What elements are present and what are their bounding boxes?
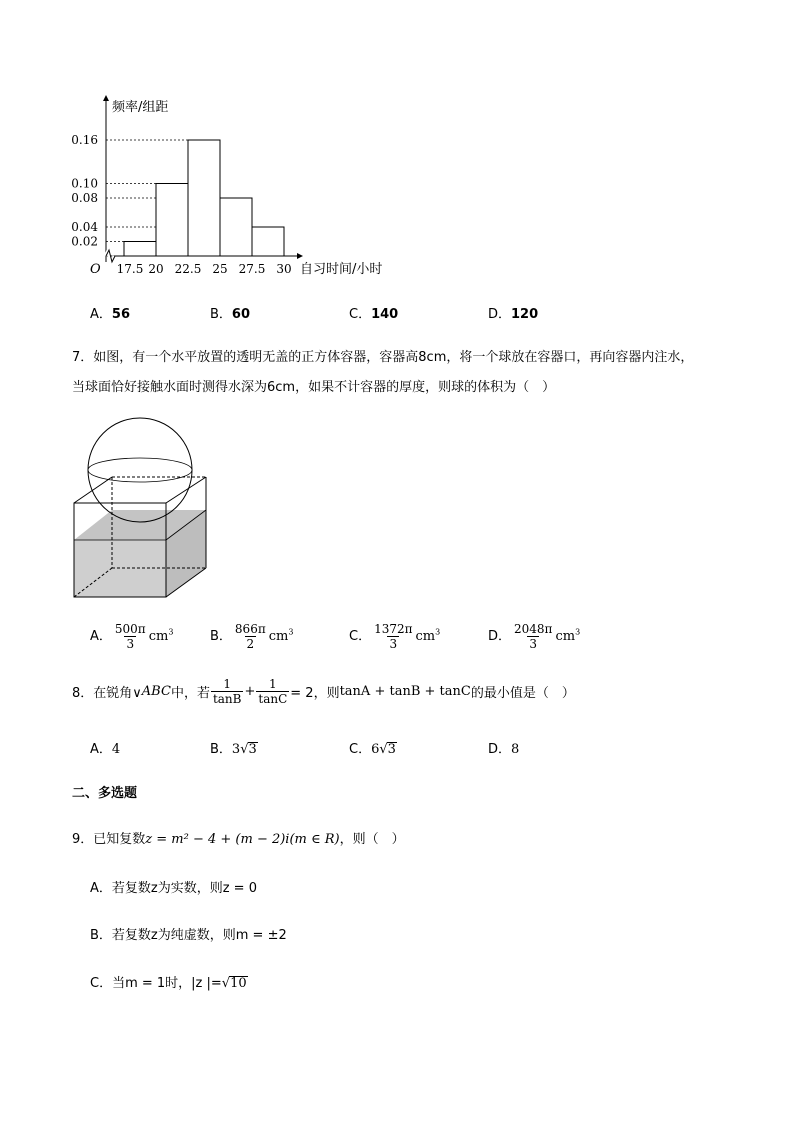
radicand: 3 — [248, 742, 257, 757]
sqrt-sign: √ — [221, 976, 231, 991]
unit-exponent: 3 — [168, 627, 174, 637]
q8-prefix: 8．在锐角∨ — [72, 686, 142, 701]
option-value: 8 — [511, 742, 520, 757]
histogram-bar — [156, 184, 188, 257]
q7-option-d[interactable] — [488, 622, 580, 651]
option-letter: B． — [210, 742, 232, 757]
fraction-1-over-tanC — [256, 677, 289, 706]
fraction — [372, 622, 414, 651]
y-axis-label: 频率/组距 — [112, 100, 169, 115]
q9-option-b[interactable]: B．若复数z为纯虚数，则m = ±2 — [90, 928, 287, 943]
q6-option-d[interactable] — [488, 303, 538, 322]
q6-option-c[interactable] — [349, 303, 398, 322]
numerator: 866π — [234, 622, 266, 636]
denominator: tanC — [258, 692, 288, 706]
option-letter: D． — [488, 742, 512, 757]
plus-sign: + — [244, 684, 256, 699]
q9-prefix: 9．已知复数 — [72, 832, 146, 847]
x-tick-label: 20 — [148, 262, 164, 276]
option-value: 4 — [111, 742, 121, 757]
sqrt-sign: √ — [379, 742, 388, 757]
q9-formula: z = m² − 4 + (m − 2)i(m ∈ R) — [145, 832, 340, 847]
x-tick-label: 27.5 — [238, 262, 266, 276]
option-value: 140 — [371, 307, 399, 322]
q9-option-c-text: C．当m = 1时，|z |= — [90, 976, 222, 991]
fraction — [113, 622, 148, 651]
fraction-1-over-tanB — [211, 677, 244, 706]
option-letter: C． — [349, 629, 372, 644]
numerator: 500π — [114, 622, 146, 636]
denominator: 3 — [126, 637, 135, 651]
unit: cm — [415, 629, 436, 644]
y-tick-label: 0.16 — [71, 133, 98, 147]
x-tick-label: 17.5 — [116, 262, 144, 276]
radicand: 10 — [230, 976, 247, 991]
histogram-x-tick-labels — [117, 262, 292, 276]
q7-option-c[interactable] — [349, 622, 440, 651]
denominator: tanB — [212, 692, 242, 706]
option-letter: A． — [90, 307, 112, 322]
q7-option-a[interactable] — [90, 622, 173, 651]
option-letter: C． — [349, 742, 372, 757]
unit: cm — [268, 629, 289, 644]
unit: cm — [148, 629, 169, 644]
option-letter: D． — [488, 629, 512, 644]
option-value: 120 — [511, 307, 539, 322]
option-value: 56 — [111, 307, 130, 322]
radicand: 3 — [387, 742, 396, 757]
frequency-histogram — [0, 0, 420, 290]
x-axis-label: 自习时间/小时 — [300, 262, 383, 277]
q8-option-d[interactable] — [488, 738, 519, 757]
q9-option-a[interactable]: A．若复数z为实数，则z = 0 — [90, 881, 257, 896]
y-tick-label: 0.04 — [71, 220, 98, 234]
histogram-bar — [220, 198, 252, 256]
y-tick-label: 0.10 — [71, 176, 98, 191]
denominator: 3 — [389, 637, 398, 651]
x-tick-label: 30 — [276, 262, 292, 276]
origin-label: O — [90, 262, 101, 277]
histogram-bar — [188, 140, 220, 256]
option-letter: C． — [349, 307, 372, 322]
q7-stem-line-1: 7．如图，有一个水平放置的透明无盖的正方体容器，容器高8cm，将一个球放在容器口，再向容器内注水， — [72, 350, 694, 365]
section-title-multiple-choice: 二、多选题 — [72, 786, 138, 801]
denominator: 3 — [529, 637, 538, 651]
y-tick-label: 0.02 — [71, 234, 98, 249]
q9-option-c[interactable] — [90, 974, 248, 994]
question-9-stem — [72, 830, 405, 850]
coefficient: 3 — [231, 742, 241, 757]
target-expression: tanA + tanB + tanC — [339, 684, 471, 699]
fraction — [233, 622, 268, 651]
q8-option-c[interactable] — [349, 738, 397, 757]
unit: cm — [555, 629, 576, 644]
option-letter: D． — [488, 307, 512, 322]
equation-rhs: = 2，则 — [290, 686, 340, 701]
option-letter: A． — [90, 742, 112, 757]
q8-suffix: 的最小值是（ ） — [470, 686, 575, 701]
x-tick-label: 22.5 — [174, 262, 202, 276]
option-letter: A． — [90, 629, 112, 644]
q9-suffix: ，则（ ） — [339, 832, 405, 847]
histogram-bar — [124, 242, 156, 257]
q6-option-b[interactable] — [210, 303, 250, 322]
histogram-y-tick-labels — [71, 133, 98, 249]
option-letter: B． — [210, 629, 232, 644]
fraction — [512, 622, 554, 651]
numerator: 1 — [269, 677, 277, 691]
y-tick-label: 0.08 — [71, 191, 98, 205]
numerator: 1 — [223, 677, 232, 691]
triangle-name: ABC — [141, 684, 171, 699]
q8-mid-text: 中，若 — [170, 686, 210, 701]
unit-exponent: 3 — [288, 627, 294, 637]
denominator: 2 — [246, 637, 255, 651]
coefficient: 6 — [371, 742, 380, 757]
histogram-bar — [252, 227, 284, 256]
cube-with-sphere-figure — [60, 410, 230, 610]
unit-exponent: 3 — [575, 627, 581, 637]
option-value: 60 — [231, 307, 251, 322]
q8-option-b[interactable] — [210, 738, 258, 757]
sqrt-sign: √ — [240, 742, 249, 757]
x-tick-label: 25 — [212, 262, 228, 276]
q7-stem-line-2: 当球面恰好接触水面时测得水深为6cm，如果不计容器的厚度，则球的体积为（ ） — [72, 380, 556, 395]
question-8-stem — [72, 677, 575, 706]
unit-exponent: 3 — [435, 627, 441, 637]
q7-option-b[interactable] — [210, 622, 293, 651]
numerator: 1372π — [374, 622, 413, 636]
q8-option-a[interactable] — [90, 738, 120, 757]
q6-option-a[interactable] — [90, 303, 130, 322]
option-letter: B． — [210, 307, 232, 322]
numerator: 2048π — [514, 622, 553, 636]
